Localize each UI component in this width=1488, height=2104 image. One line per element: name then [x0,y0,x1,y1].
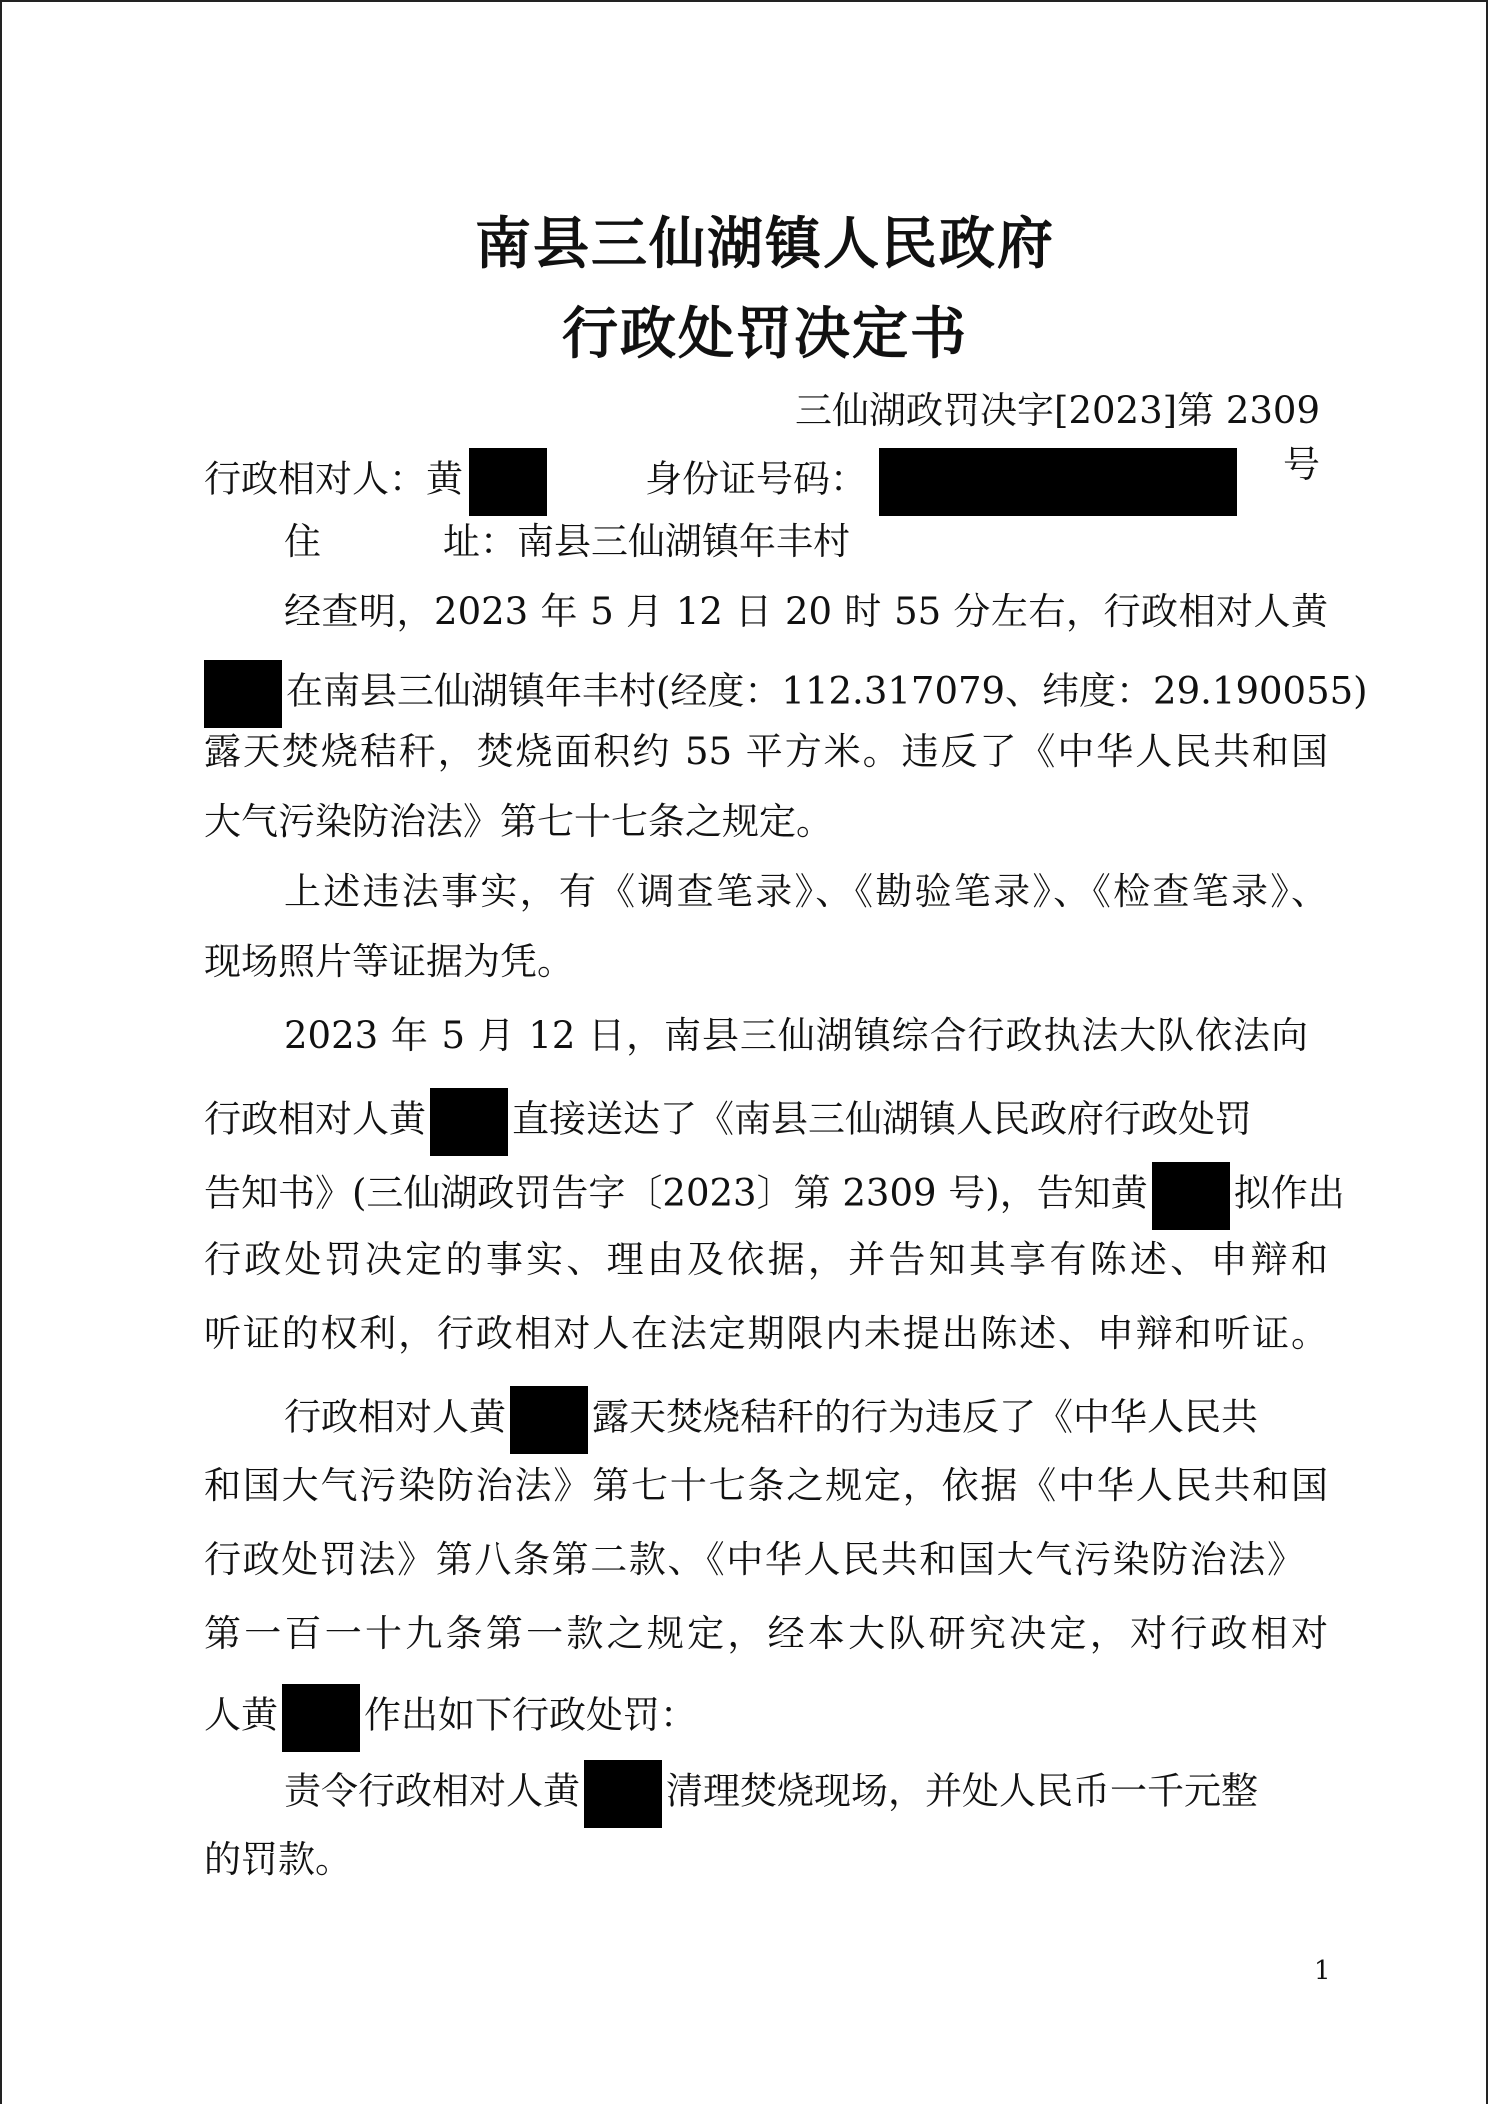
redaction-name-4 [1152,1162,1230,1230]
paragraph-line-17 [284,1760,1408,1828]
paragraph-line-8 [204,1088,1328,1156]
paragraph-line-8-text-a: 行政相对人黄 [204,1097,426,1141]
document-title-line2: 行政处罚决定书 [562,301,968,367]
paragraph-line-13: 和国大气污染防治法》第七十七条之规定，依据《中华人民共和国 [204,1464,1328,1507]
page-border-top [0,0,1488,2]
page-number: 1 [1314,1956,1331,1986]
paragraph-line-9 [204,1162,1345,1230]
redaction-party-name [469,448,547,516]
paragraph-line-4: 大气污染防治法》第七十七条之规定。 [204,800,833,843]
paragraph-line-10: 行政处罚决定的事实、理由及依据，并告知其享有陈述、申辩和 [204,1238,1328,1281]
redaction-name-3 [430,1088,508,1156]
address-line [284,518,1408,566]
paragraph-line-16-text-a: 人黄 [204,1693,278,1737]
paragraph-line-11: 听证的权利，行政相对人在法定期限内未提出陈述、申辩和听证。 [204,1312,1328,1355]
paragraph-line-3: 露天焚烧秸秆，焚烧面积约 55 平方米。违反了《中华人民共和国 [204,730,1328,773]
paragraph-line-14: 行政处罚法》第八条第二款、《中华人民共和国大气污染防治法》 [204,1538,1304,1581]
paragraph-line-5: 上述违法事实，有《调查笔录》、《勘验笔录》、《检查笔录》、 [284,870,1328,913]
paragraph-line-17-text-a: 责令行政相对人黄 [284,1769,580,1813]
paragraph-line-15: 第一百一十九条第一款之规定，经本大队研究决定，对行政相对 [204,1612,1328,1655]
paragraph-line-18: 的罚款。 [204,1838,352,1881]
redaction-name-2 [204,660,282,728]
paragraph-line-6: 现场照片等证据为凭。 [204,940,574,983]
paragraph-line-2 [204,660,1368,728]
redaction-name-6 [282,1684,360,1752]
paragraph-line-17-text-b: 清理焚烧现场，并处人民币一千元整 [666,1769,1258,1813]
address-label-2: 址：南县三仙湖镇年丰村 [443,520,850,563]
paragraph-line-12 [284,1386,1408,1454]
address-label-1: 住 [284,520,321,563]
redaction-name-7 [584,1760,662,1828]
paragraph-line-9-text-a: 告知书》(三仙湖政罚告字〔2023〕第 2309 号)，告知黄 [204,1171,1148,1215]
redaction-name-5 [510,1386,588,1454]
id-label: 身份证号码： [645,457,867,501]
party-label: 行政相对人：黄 [204,457,463,501]
redaction-id-number [879,448,1237,516]
document-title-line1: 南县三仙湖镇人民政府 [475,211,1055,277]
paragraph-line-12-text-a: 行政相对人黄 [284,1395,506,1439]
paragraph-line-9-text-b: 拟作出 [1233,1171,1345,1215]
paragraph-line-8-text-b: 直接送达了《南县三仙湖镇人民政府行政处罚 [512,1097,1252,1141]
paragraph-line-2-text: 在南县三仙湖镇年丰村(经度：112.317079、纬度：29.190055) [286,669,1368,713]
party-line [204,448,1328,516]
paragraph-line-16 [204,1684,1328,1752]
paragraph-line-16-text-b: 作出如下行政处罚： [364,1693,697,1737]
paragraph-line-7: 2023 年 5 月 12 日，南县三仙湖镇综合行政执法大队依法向 [284,1014,1308,1057]
document-number: 三仙湖政罚决字[2023]第 2309 号 [795,389,1320,486]
paragraph-line-12-text-b: 露天焚烧秸秆的行为违反了《中华人民共 [592,1395,1258,1439]
paragraph-line-1: 经查明，2023 年 5 月 12 日 20 时 55 分左右，行政相对人黄 [284,590,1328,633]
